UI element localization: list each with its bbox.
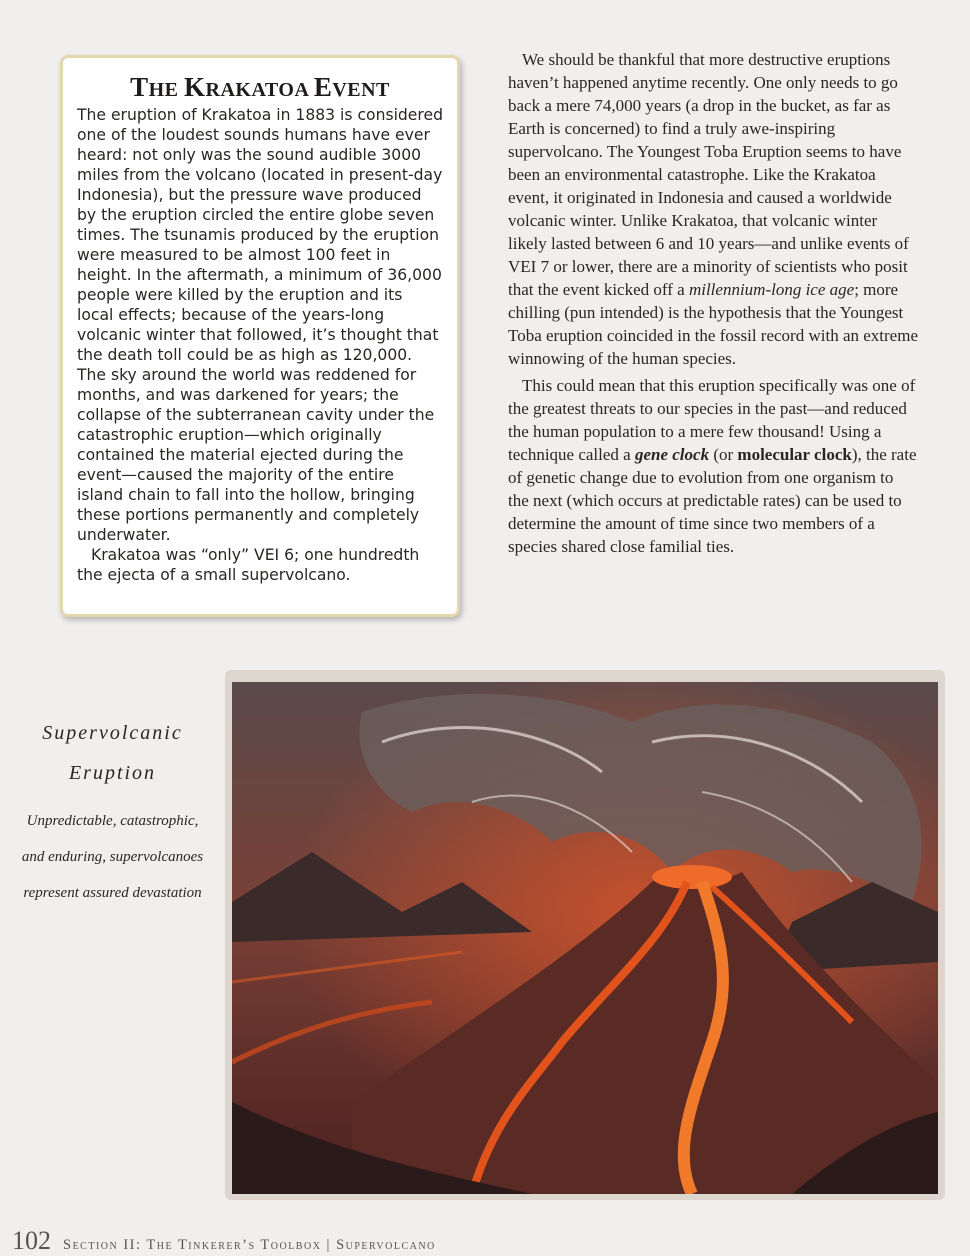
sidebar-title: THE KRAKATOA EVENT [130, 72, 390, 102]
caption-title-line-2: Eruption [68, 762, 157, 784]
caption-desc-line-2: and enduring, supervolcanoes [21, 849, 204, 865]
term-gene-clock: gene clock [634, 445, 710, 464]
caption-desc-line-3: represent assured devastation [23, 885, 202, 901]
emphasis-ice-age: millennium-long ice age [688, 280, 855, 299]
term-molecular-clock: molecular clock [737, 445, 852, 464]
main-paragraph-2: This could mean that this eruption specifically was one of the greatest threats to our species in the past—and reduced the human population to a mere few thousand! Using a technique called a gene clock (or molecular clock), the rate of genetic change due to evolution from one organism to the next (which occurs at predictable rates) can be used to determine the amount of time since two members of a species shared close familial ties. [508, 376, 917, 556]
sidebar-box [60, 55, 460, 617]
sidebar-paragraph-2: Krakatoa was “only” VEI 6; one hundredth the ejecta of a small supervolcano. [77, 546, 420, 584]
main-column [508, 48, 918, 562]
caption-title-line-1: Supervolcanic [42, 722, 183, 744]
main-paragraph-1: We should be thankful that more destructive eruptions haven’t happened anytime recently. One only needs to go back a mere 74,000 years (a drop in the bucket, as far as Earth is concerned) to find a truly awe-inspiring supervolcano. The Youngest Toba Eruption seems to have been an environmental catastrophe. Like the Krakatoa event, it originated in Indonesia and caused a worldwide volcanic winter. Unlike Krakatoa, that volcanic winter likely lasted between 6 and 10 years—and unlike events of VEI 7 or lower, there are a minority of scientists who posit that the event kicked off a millennium-long ice age; more chilling (pun intended) is the hypothesis that the Youngest Toba eruption coincided in the fossil record with an extreme winnowing of the human species. [508, 50, 918, 368]
page-number: 102 [12, 1226, 51, 1255]
page-footer [12, 1226, 436, 1256]
crater-glow [652, 865, 732, 889]
caption-desc-line-1: Unpredictable, catastrophic, [26, 813, 199, 829]
supervolcano-illustration [232, 682, 938, 1194]
running-head: Section II: The Tinkerer’s Toolbox | Supervolcano [63, 1237, 436, 1253]
sidebar-paragraph-1: The eruption of Krakatoa in 1883 is considered one of the loudest sounds humans have ever heard: not only was the sound audible 3000 miles from the volcano (located in present-day Indonesia), but the pressure wave produced by the eruption circled the entire globe seven times. The tsunamis produced by the eruption were measured to be almost 100 feet in height. In the aftermath, a minimum of 36,000 people were killed by the eruption and its local effects; because of the years-long volcanic winter that followed, it’s thought that the death toll could be as high as 120,000. The sky around the world was reddened for months, and was darkened for years; the collapse of the subterranean cavity under the catastrophic eruption—which originally contained the material ejected during the event—caused the majority of the entire island chain to fall into the hollow, bringing these portions permanently and completely underwater. [77, 106, 443, 544]
